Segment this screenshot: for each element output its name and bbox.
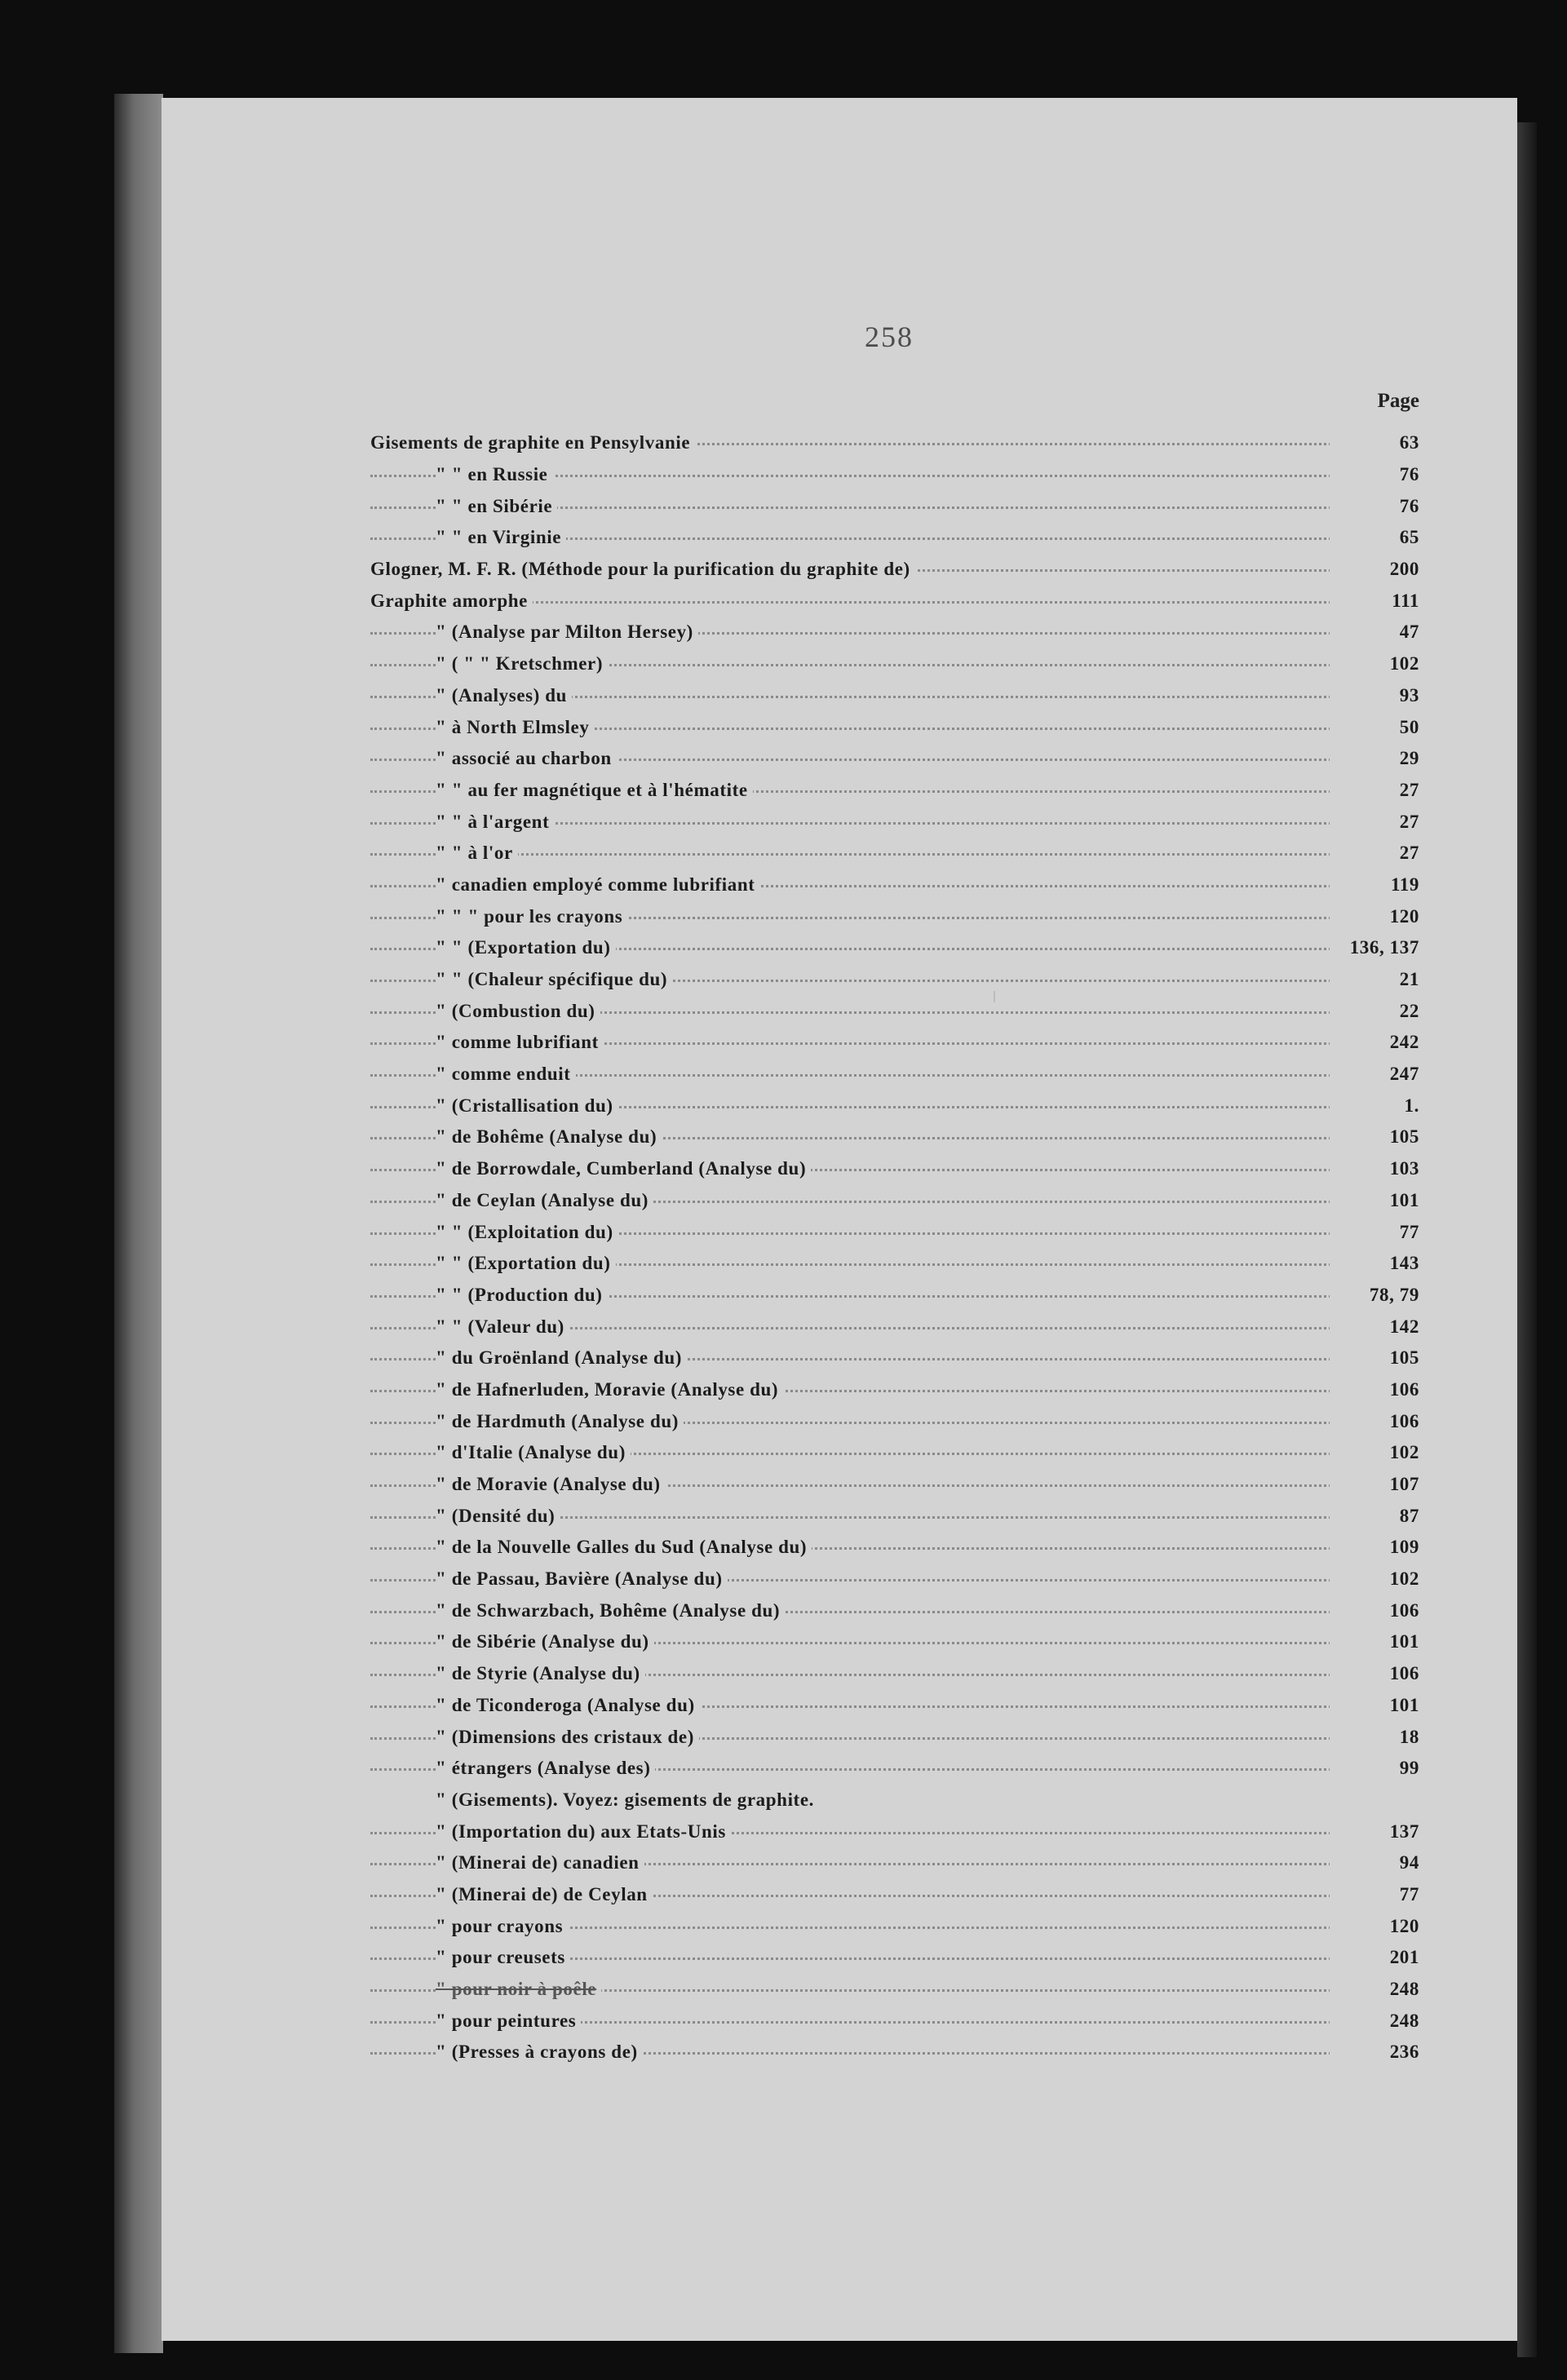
entry-text: " (Densité du) xyxy=(436,1506,560,1527)
entry-page-number: 201 xyxy=(1330,1947,1419,1968)
entry-text: " " en Russie xyxy=(436,464,553,485)
entry-page-number: 236 xyxy=(1330,2042,1419,2063)
index-entry xyxy=(370,964,1419,996)
index-entry xyxy=(370,1942,1419,1974)
entry-page-number: 101 xyxy=(1330,1631,1419,1652)
index-entry xyxy=(370,995,1419,1027)
entry-text: " comme enduit xyxy=(436,1064,576,1085)
entry-text: " de Passau, Bavière (Analyse du) xyxy=(436,1568,728,1590)
index-entry xyxy=(370,1153,1419,1185)
index-entry xyxy=(370,459,1419,491)
index-entry xyxy=(370,1059,1419,1090)
entry-page-number: 136, 137 xyxy=(1330,937,1419,958)
page-column-header: Page xyxy=(1377,390,1419,412)
index-entry xyxy=(370,1090,1419,1121)
page-edge-shadow xyxy=(1517,122,1537,2357)
entry-page-number: 106 xyxy=(1330,1600,1419,1621)
index-entry xyxy=(370,522,1419,554)
index-entry xyxy=(370,1280,1419,1312)
entry-text: " du Groënland (Analyse du) xyxy=(436,1347,687,1369)
index-entry xyxy=(370,1910,1419,1942)
entry-page-number: 102 xyxy=(1330,1568,1419,1590)
index-entry xyxy=(370,711,1419,743)
index-entry xyxy=(370,1216,1419,1248)
index-entry xyxy=(370,1121,1419,1153)
index-entry xyxy=(370,1690,1419,1722)
entry-text: " de Hafnerluden, Moravie (Analyse du) xyxy=(436,1379,783,1400)
book-binding xyxy=(114,94,163,2353)
entry-page-number: 77 xyxy=(1330,1884,1419,1905)
entry-text: " de la Nouvelle Galles du Sud (Analyse du) xyxy=(436,1537,812,1558)
index-entry xyxy=(370,648,1419,680)
entry-page-number: 119 xyxy=(1330,874,1419,896)
entry-page-number: 63 xyxy=(1330,432,1419,453)
index-entry xyxy=(370,490,1419,522)
entry-text: " à North Elmsley xyxy=(436,717,594,738)
entry-page-number: 137 xyxy=(1330,1821,1419,1843)
entry-text: " de Ticonderoga (Analyse du) xyxy=(436,1695,700,1716)
index-entry xyxy=(370,427,1419,459)
entry-text: " " (Chaleur spécifique du) xyxy=(436,969,672,990)
entry-page-number: 109 xyxy=(1330,1537,1419,1558)
entry-text: " " (Exploitation du) xyxy=(436,1222,618,1243)
entry-page-number: 47 xyxy=(1330,622,1419,643)
entry-page-number: 107 xyxy=(1330,1474,1419,1495)
entry-text: " (Analyse par Milton Hersey) xyxy=(436,622,698,643)
index-entry xyxy=(370,1626,1419,1658)
entry-text: " " en Sibérie xyxy=(436,496,557,517)
entry-text: " de Borrowdale, Cumberland (Analyse du) xyxy=(436,1158,811,1179)
entry-page-number: 247 xyxy=(1330,1064,1419,1085)
index-entry xyxy=(370,869,1419,901)
entry-text: " (Presses à crayons de) xyxy=(436,2042,643,2063)
index-entry xyxy=(370,554,1419,586)
entry-page-number: 105 xyxy=(1330,1126,1419,1148)
index-entry xyxy=(370,1248,1419,1280)
entry-text: " pour peintures xyxy=(436,2011,581,2032)
entry-text: " " (Exportation du) xyxy=(436,937,616,958)
index-entry xyxy=(370,1027,1419,1059)
entry-page-number: 27 xyxy=(1330,843,1419,864)
entry-text: " " (Valeur du) xyxy=(436,1316,569,1338)
entry-text: " " (Exportation du) xyxy=(436,1253,616,1274)
entry-text: " de Sibérie (Analyse du) xyxy=(436,1631,654,1652)
entry-page-number: 242 xyxy=(1330,1032,1419,1053)
entry-page-number: 77 xyxy=(1330,1222,1419,1243)
index-entry xyxy=(370,1405,1419,1437)
entry-page-number: 94 xyxy=(1330,1852,1419,1873)
index-entry xyxy=(370,743,1419,775)
entry-page-number: 76 xyxy=(1330,464,1419,485)
index-entry xyxy=(370,585,1419,617)
entry-page-number: 27 xyxy=(1330,780,1419,801)
entry-page-number: 27 xyxy=(1330,812,1419,833)
entry-page-number: 105 xyxy=(1330,1347,1419,1369)
entry-text: " " à l'argent xyxy=(436,812,554,833)
entry-page-number: 1. xyxy=(1330,1095,1419,1117)
entry-text: " associé au charbon xyxy=(436,748,617,769)
entry-text: Glogner, M. F. R. (Méthode pour la purification du graphite de) xyxy=(370,559,915,580)
entry-text: Graphite amorphe xyxy=(370,591,533,612)
index-entry xyxy=(370,775,1419,807)
index-entry xyxy=(370,1595,1419,1626)
entry-page-number: 102 xyxy=(1330,653,1419,675)
index-entry xyxy=(370,680,1419,712)
entry-page-number: 76 xyxy=(1330,496,1419,517)
index-entry xyxy=(370,1879,1419,1911)
entry-text: " de Hardmuth (Analyse du) xyxy=(436,1411,684,1432)
index-entry xyxy=(370,1974,1419,2006)
index-entry xyxy=(370,1785,1419,1816)
entry-page-number: 101 xyxy=(1330,1190,1419,1211)
index-entry xyxy=(370,1564,1419,1595)
entry-page-number: 93 xyxy=(1330,685,1419,706)
entry-page-number: 111 xyxy=(1330,591,1419,612)
index-entry xyxy=(370,617,1419,648)
entry-text: " (Importation du) aux Etats-Unis xyxy=(436,1821,731,1843)
index-entry xyxy=(370,1374,1419,1406)
entry-page-number: 142 xyxy=(1330,1316,1419,1338)
entry-page-number: 120 xyxy=(1330,1916,1419,1937)
entry-page-number: 120 xyxy=(1330,906,1419,927)
index-entry xyxy=(370,838,1419,869)
entry-page-number: 65 xyxy=(1330,527,1419,548)
entry-text: " comme lubrifiant xyxy=(436,1032,604,1053)
entry-text: " pour noir à poêle xyxy=(436,1979,601,2000)
entry-text: " pour crayons xyxy=(436,1916,568,1937)
entry-page-number: 106 xyxy=(1330,1379,1419,1400)
entry-text: " d'Italie (Analyse du) xyxy=(436,1442,631,1463)
index-entry xyxy=(370,1311,1419,1343)
entry-page-number: 200 xyxy=(1330,559,1419,580)
entry-text: " (Minerai de) canadien xyxy=(436,1852,644,1873)
index-entry xyxy=(370,2005,1419,2037)
index-entry xyxy=(370,1753,1419,1785)
index-entry xyxy=(370,900,1419,932)
entry-text: " de Schwarzbach, Bohême (Analyse du) xyxy=(436,1600,785,1621)
entry-page-number: 29 xyxy=(1330,748,1419,769)
entry-page-number: 78, 79 xyxy=(1330,1285,1419,1306)
entry-text: Gisements de graphite en Pensylvanie xyxy=(370,432,695,453)
entry-text: " (Gisements). Voyez: gisements de graphite. xyxy=(436,1789,819,1811)
index-entry xyxy=(370,1721,1419,1753)
entry-page-number: 106 xyxy=(1330,1663,1419,1684)
entry-page-number: 21 xyxy=(1330,969,1419,990)
index-entry xyxy=(370,1658,1419,1690)
entry-text: " (Dimensions des cristaux de) xyxy=(436,1727,699,1748)
entry-page-number: 103 xyxy=(1330,1158,1419,1179)
entry-page-number: 22 xyxy=(1330,1001,1419,1022)
index-entry xyxy=(370,1469,1419,1501)
entry-text: " étrangers (Analyse des) xyxy=(436,1758,655,1779)
entry-page-number: 18 xyxy=(1330,1727,1419,1748)
index-entry xyxy=(370,1437,1419,1469)
entry-text: " (Cristallisation du) xyxy=(436,1095,618,1117)
entry-text: " " à l'or xyxy=(436,843,518,864)
entry-text: " de Moravie (Analyse du) xyxy=(436,1474,666,1495)
entry-text: " " en Virginie xyxy=(436,527,566,548)
entry-text: " (Combustion du) xyxy=(436,1001,600,1022)
entry-text: " " au fer magnétique et à l'hématite xyxy=(436,780,753,801)
entry-page-number: 248 xyxy=(1330,2011,1419,2032)
index-entry xyxy=(370,1816,1419,1847)
entry-text: " de Ceylan (Analyse du) xyxy=(436,1190,653,1211)
entry-page-number: 106 xyxy=(1330,1411,1419,1432)
entry-text: " (Minerai de) de Ceylan xyxy=(436,1884,653,1905)
index-entry xyxy=(370,2037,1419,2068)
entry-page-number: 143 xyxy=(1330,1253,1419,1274)
entry-page-number: 101 xyxy=(1330,1695,1419,1716)
entry-text: " canadien employé comme lubrifiant xyxy=(436,874,760,896)
entry-text: " ( " " Kretschmer) xyxy=(436,653,608,675)
entry-page-number: 50 xyxy=(1330,717,1419,738)
index-entry xyxy=(370,1532,1419,1564)
entry-page-number: 87 xyxy=(1330,1506,1419,1527)
entry-text: " (Analyses) du xyxy=(436,685,572,706)
index-entry xyxy=(370,806,1419,838)
entry-text: " pour creusets xyxy=(436,1947,570,1968)
entry-page-number: 102 xyxy=(1330,1442,1419,1463)
entry-text: " " (Production du) xyxy=(436,1285,608,1306)
entry-page-number: 99 xyxy=(1330,1758,1419,1779)
entry-text: " " " pour les crayons xyxy=(436,906,627,927)
entry-text: " de Styrie (Analyse du) xyxy=(436,1663,645,1684)
page-number: 258 xyxy=(865,321,914,353)
index-entry xyxy=(370,1343,1419,1374)
entry-text: " de Bohême (Analyse du) xyxy=(436,1126,662,1148)
index-entries xyxy=(370,427,1419,2068)
entry-page-number: 248 xyxy=(1330,1979,1419,2000)
index-entry xyxy=(370,1500,1419,1532)
index-entry xyxy=(370,1185,1419,1217)
index-entry xyxy=(370,932,1419,964)
index-entry xyxy=(370,1847,1419,1879)
